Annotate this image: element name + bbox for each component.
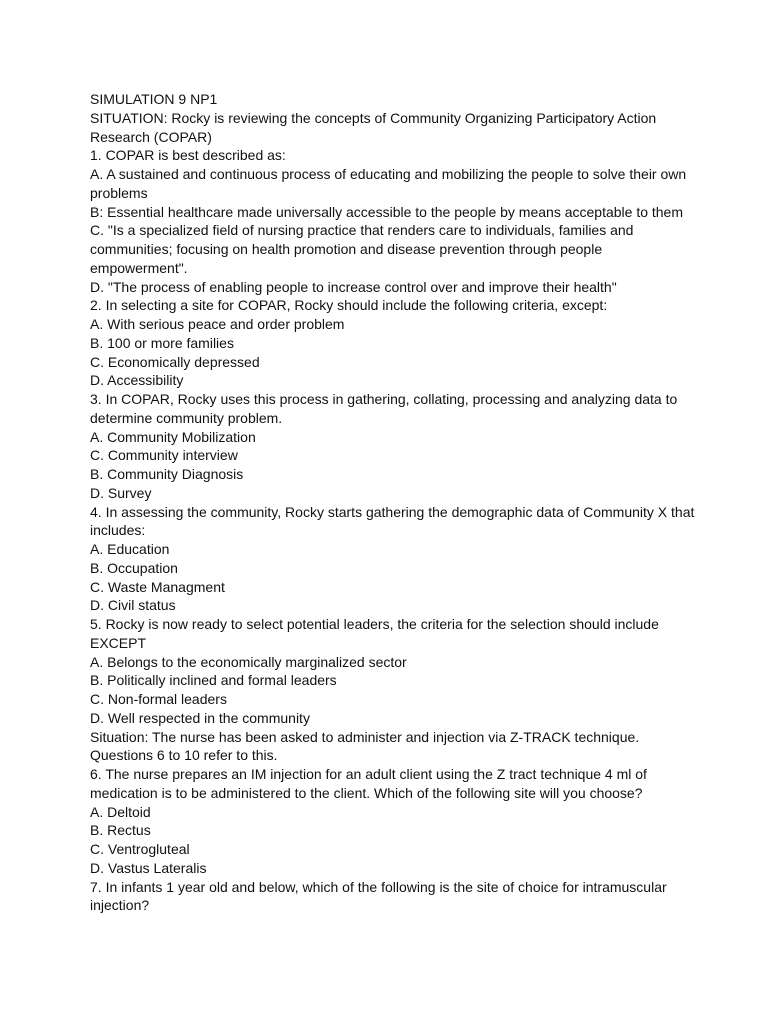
question-2-option-b: B. 100 or more families [90, 334, 234, 351]
question-2-option-a: A. With serious peace and order problem [90, 316, 345, 332]
question-4-option-b: B. Occupation [90, 559, 178, 576]
question-3: 3. In COPAR, Rocky uses this process in gathering, collating, processing and analyzing data to determine community problem. [90, 391, 678, 426]
question-1-option-d: D. "The process of enabling people to increase control over and improve their health" [90, 278, 617, 295]
question-5: 5. Rocky is now ready to select potential leaders, the criteria for the selection should include EXCEPT [90, 616, 659, 651]
question-6-option-c: C. Ventrogluteal [90, 841, 190, 857]
question-4-option-d: D. Civil status [90, 597, 176, 614]
question-5-option-b: B. Politically inclined and formal leaders [90, 672, 337, 689]
question-1-option-b: B: Essential healthcare made universally accessible to the people by means acceptable to them [90, 203, 684, 220]
question-1: 1. COPAR is best described as: [90, 147, 286, 164]
question-2-option-c: C. Economically depressed [90, 353, 260, 370]
question-2-option-d: D. Accessibility [90, 372, 184, 389]
question-3-option-d: D. Survey [90, 484, 152, 501]
question-6-option-a: A. Deltoid [90, 803, 151, 820]
question-3-option-a: A. Community Mobilization [90, 428, 256, 445]
situation-copar: SITUATION: Rocky is reviewing the concepts of Community Organizing Participatory Action Research (COPAR) [90, 109, 657, 145]
question-3-option-b: B. Community Diagnosis [90, 466, 244, 482]
question-3-option-c: C. Community interview [90, 447, 238, 464]
question-6: 6. The nurse prepares an IM injection for an adult client using the Z tract technique 4 ml of medication is to be administered to the client. Which of the following site will you choose? [90, 766, 647, 801]
question-4-option-c: C. Waste Managment [90, 578, 225, 595]
question-6-option-d: D. Vastus Lateralis [90, 859, 207, 876]
question-5-option-a: A. Belongs to the economically marginalized sector [90, 653, 407, 670]
question-6-option-b: B. Rectus [90, 822, 151, 839]
question-1-option-a: A. A sustained and continuous process of educating and mobilizing the people to solve their own problems [90, 166, 687, 201]
question-4-option-a: A. Education [90, 541, 170, 557]
question-2: 2. In selecting a site for COPAR, Rocky should include the following criteria, except: [90, 297, 608, 314]
question-7: 7. In infants 1 year old and below, which of the following is the site of choice for intramuscular injection? [90, 878, 667, 914]
question-4: 4. In assessing the community, Rocky starts gathering the demographic data of Community X that includes: [90, 503, 695, 539]
document-body [90, 90, 700, 915]
document-title: SIMULATION 9 NP1 [90, 91, 218, 107]
question-5-option-d: D. Well respected in the community [90, 709, 310, 726]
question-5-option-c: C. Non-formal leaders [90, 691, 227, 707]
situation-z-track: Situation: The nurse has been asked to administer and injection via Z-TRACK technique. Questions 6 to 10 refer to this. [90, 728, 640, 764]
question-1-option-c: C. "Is a specialized field of nursing practice that renders care to individuals, families and communities; focusing on health promotion and disease prevention through people empowerment". [90, 222, 634, 276]
